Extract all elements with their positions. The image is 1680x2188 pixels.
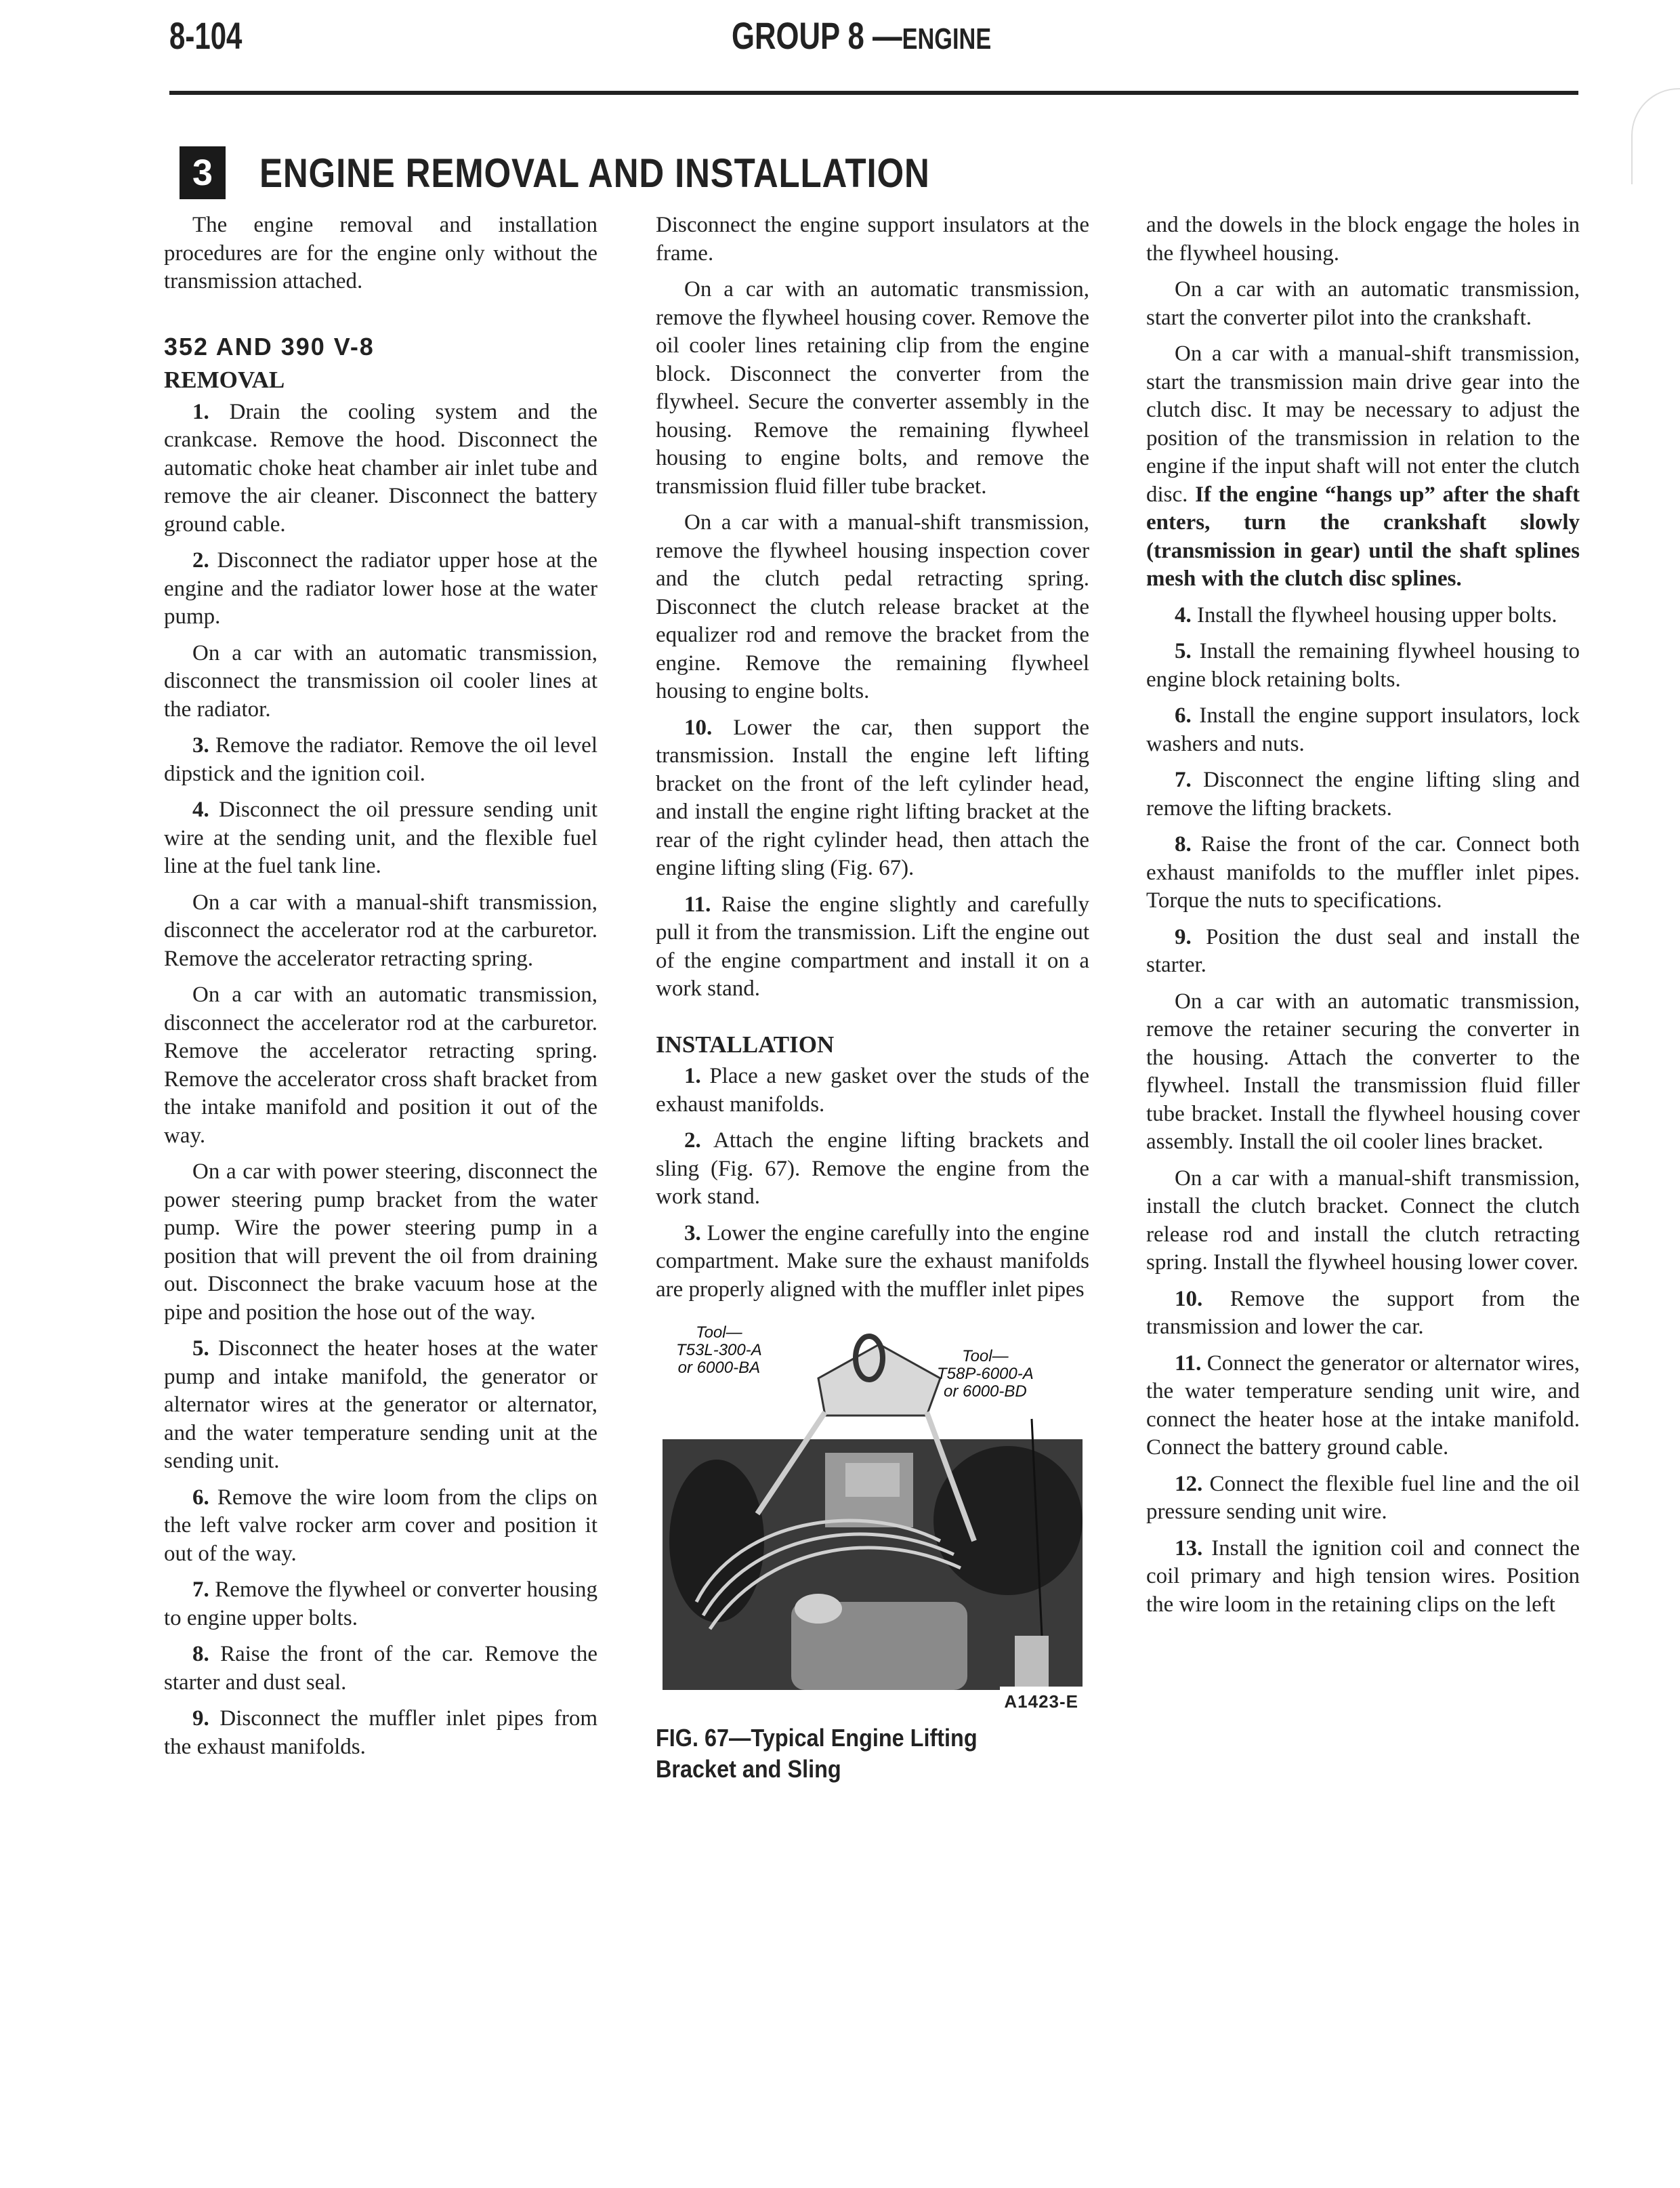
step-warning-text: If the engine “hangs up” after the shaft enters, turn the crankshaft slowly (transmission in gear) until the shaft splines mesh with the clutch disc splines. xyxy=(1146,482,1580,591)
step-text: Install the engine support insulators, lock washers and nuts. xyxy=(1146,703,1580,756)
tool-label: Tool— xyxy=(962,1347,1009,1365)
numbered-step xyxy=(164,547,597,632)
step-text: Disconnect the heater hoses at the water pump and intake manifold, the generator or alternator wires at the generator or alternator, and the water temperature sending unit at the sending unit. xyxy=(164,1336,597,1473)
removal-steps-col1 xyxy=(164,398,597,1762)
step-paragraph xyxy=(1146,988,1580,1157)
step-paragraph xyxy=(1146,340,1580,594)
step-text: Install the remaining flywheel housing to engine block retaining bolts. xyxy=(1146,639,1580,692)
step-text: Disconnect the engine support insulators at the frame. xyxy=(656,213,1089,266)
numbered-step xyxy=(656,714,1089,883)
numbered-step xyxy=(164,1705,597,1761)
step-number: 5. xyxy=(1175,639,1192,663)
step-number: 9. xyxy=(1175,924,1192,949)
step-paragraph xyxy=(164,640,597,724)
step-text: On a car with an automatic transmission, start the converter pilot into the crankshaft. xyxy=(1146,277,1580,330)
installation-steps-col2 xyxy=(656,1062,1089,1304)
step-number: 9. xyxy=(192,1706,209,1731)
numbered-step xyxy=(1146,766,1580,823)
step-text: Remove the support from the transmission and lower the car. xyxy=(1146,1286,1580,1339)
filler-cap-shape xyxy=(795,1594,842,1624)
step-text: On a car with a manual-shift transmission, install the clutch bracket. Connect the clutch release rod and install the clutch retracting spring. Install the flywheel housing lower cover. xyxy=(1146,1165,1580,1275)
figure-label-right xyxy=(937,1348,1034,1401)
right-valve-cover-shape xyxy=(933,1446,1083,1595)
step-text: Remove the flywheel or converter housing to engine upper bolts. xyxy=(164,1577,597,1630)
numbered-step xyxy=(656,1220,1089,1304)
numbered-step xyxy=(1146,1350,1580,1462)
step-text: Attach the engine lifting brackets and sling (Fig. 67). Remove the engine from the work stand. xyxy=(656,1128,1089,1209)
step-text: On a car with an automatic transmission, disconnect the transmission oil cooler lines at the radiator. xyxy=(164,640,597,722)
step-paragraph xyxy=(164,981,597,1150)
step-paragraph xyxy=(164,889,597,974)
step-paragraph xyxy=(656,509,1089,706)
step-text: Remove the radiator. Remove the oil level dipstick and the ignition coil. xyxy=(164,733,597,786)
scan-artifact xyxy=(1631,88,1680,184)
step-text: On a car with a manual-shift transmission, start the transmission main drive gear into the clutch disc. It may be necessary to adjust the position of the transmission in relation to the engine if the input shaft will not enter the clutch disc. xyxy=(1146,342,1580,507)
step-text: On a car with an automatic transmission, disconnect the accelerator rod at the carburetor. Remove the accelerator retracting spring. Remove the accelerator cross shaft bracket from the intake manifold and position it out of the way. xyxy=(164,983,597,1148)
tool-number: T58P-6000-A xyxy=(937,1365,1034,1383)
numbered-step xyxy=(1146,924,1580,980)
step-number: 1. xyxy=(192,399,209,424)
step-number: 4. xyxy=(1175,602,1192,627)
step-number: 4. xyxy=(192,798,209,822)
step-number: 6. xyxy=(1175,703,1192,728)
numbered-step xyxy=(656,1127,1089,1212)
numbered-step xyxy=(1146,702,1580,758)
step-text: Position the dust seal and install the starter. xyxy=(1146,924,1580,977)
numbered-step xyxy=(164,398,597,539)
step-text: On a car with an automatic transmission, remove the retainer securing the converter in the housing. Attach the converter to the flywheel. Install the transmission fluid filler tube bracket. Install the flywheel housing cover assembly. Install the oil cooler lines bracket. xyxy=(1146,989,1580,1154)
group-title xyxy=(732,14,991,58)
figure-code: A1423-E xyxy=(1000,1687,1083,1718)
step-number: 8. xyxy=(1175,832,1192,856)
step-number: 7. xyxy=(192,1577,209,1602)
group-title-main: GROUP 8 xyxy=(732,14,864,57)
step-text: Lower the engine carefully into the engine compartment. Make sure the exhaust manifolds are properly aligned with the muffler inlet pipes xyxy=(656,1220,1089,1302)
removal-heading: REMOVAL xyxy=(164,367,285,393)
numbered-step xyxy=(164,1576,597,1632)
numbered-step xyxy=(164,732,597,788)
step-text: Disconnect the oil pressure sending unit wire at the sending unit, and the flexible fuel line at the fuel tank line. xyxy=(164,798,597,878)
step-text: On a car with a manual-shift transmission, remove the flywheel housing inspection cover and the clutch pedal retracting spring. Disconnect the clutch release bracket at the equalizer rod and remove the bracket from the engine. Remove the remaining flywheel housing to engine bolts. xyxy=(656,510,1089,703)
column-1 xyxy=(164,211,597,1769)
step-number: 11. xyxy=(684,892,711,917)
numbered-step xyxy=(164,1640,597,1697)
tool-number: T53L-300-A xyxy=(676,1341,762,1359)
tool-alt-number: or 6000-BA xyxy=(677,1359,761,1377)
figure-caption xyxy=(656,1722,1095,1785)
page-number: 8-104 xyxy=(169,14,243,57)
figure-caption-line-1: FIG. 67—Typical Engine Lifting xyxy=(656,1724,978,1752)
step-number: 6. xyxy=(192,1485,209,1510)
removal-steps-col2 xyxy=(656,211,1089,1004)
step-text: On a car with a manual-shift transmission, disconnect the accelerator rod at the carburetor. Remove the accelerator retracting spring. xyxy=(164,890,597,971)
step-number: 3. xyxy=(192,733,209,758)
group-title-dash: — xyxy=(872,14,902,57)
step-text: and the dowels in the block engage the holes in the flywheel housing. xyxy=(1146,213,1580,266)
numbered-step xyxy=(1146,831,1580,915)
step-text: Remove the wire loom from the clips on the left valve rocker arm cover and position it out of the way. xyxy=(164,1485,597,1566)
installation-heading: INSTALLATION xyxy=(656,1031,835,1058)
step-number: 8. xyxy=(192,1642,209,1666)
figure-67 xyxy=(656,1317,1089,1717)
column-3 xyxy=(1146,211,1580,1627)
step-number: 2. xyxy=(684,1128,701,1153)
intro-paragraph: The engine removal and installation procedures are for the engine only without the transmission attached. xyxy=(164,213,597,293)
step-paragraph xyxy=(656,211,1089,268)
step-text: Install the ignition coil and connect the coil primary and high tension wires. Position the wire loom in the retaining clips on the left xyxy=(1146,1535,1580,1617)
step-number: 3. xyxy=(684,1220,701,1245)
step-number: 11. xyxy=(1175,1350,1202,1376)
right-bracket-shape xyxy=(1015,1636,1049,1690)
step-text: Drain the cooling system and the crankcase. Remove the hood. Disconnect the automatic choke heat chamber air inlet tube and remove the air cleaner. Disconnect the battery ground cable. xyxy=(164,399,597,537)
step-text: Disconnect the muffler inlet pipes from the exhaust manifolds. xyxy=(164,1706,597,1759)
step-text: Lower the car, then support the transmission. Install the engine left lifting bracket on the front of the left cylinder head, and install the engine right lifting bracket at the rear of the right cylinder head, then attach the engine lifting sling (Fig. 67). xyxy=(656,715,1089,880)
numbered-step xyxy=(164,1335,597,1476)
step-text: Raise the engine slightly and carefully pull it from the transmission. Lift the engine out of the engine compartment and install it on a work stand. xyxy=(656,892,1089,1001)
step-text: Connect the generator or alternator wires, the water temperature sending unit wire, and connect the heater hose at the intake manifold. Connect the battery ground cable. xyxy=(1146,1350,1580,1460)
step-paragraph xyxy=(164,1158,597,1327)
step-text: On a car with power steering, disconnect the power steering pump bracket from the water pump. Wire the power steering pump in a position that will prevent the oil from draining out. Disconnect the brake vacuum hose at the pipe and position the hose out of the way. xyxy=(164,1159,597,1325)
step-number: 12. xyxy=(1175,1471,1203,1496)
step-paragraph xyxy=(1146,1165,1580,1277)
figure-label-left xyxy=(676,1324,762,1377)
subsection-heading: 352 AND 390 V-8 xyxy=(164,332,375,360)
numbered-step xyxy=(656,1062,1089,1119)
figure-caption-line-2: Bracket and Sling xyxy=(656,1755,841,1783)
step-text: Raise the front of the car. Connect both exhaust manifolds to the muffler inlet pipes. Torque the nuts to specifications. xyxy=(1146,832,1580,913)
numbered-step xyxy=(164,796,597,881)
numbered-step xyxy=(1146,1470,1580,1527)
section-title xyxy=(180,146,1048,200)
section-heading: ENGINE REMOVAL AND INSTALLATION xyxy=(259,150,930,196)
step-paragraph xyxy=(656,276,1089,501)
step-number: 5. xyxy=(192,1336,209,1361)
step-number: 10. xyxy=(1175,1286,1203,1311)
numbered-step xyxy=(656,891,1089,1004)
page-header xyxy=(169,14,1578,95)
step-text: Place a new gasket over the studs of the exhaust manifolds. xyxy=(656,1064,1089,1117)
step-number: 10. xyxy=(684,715,713,740)
numbered-step xyxy=(1146,602,1580,630)
step-number: 2. xyxy=(192,548,209,573)
step-paragraph xyxy=(1146,211,1580,268)
numbered-step xyxy=(1146,1535,1580,1619)
step-text: Connect the flexible fuel line and the oil pressure sending unit wire. xyxy=(1146,1471,1580,1524)
installation-steps-col3 xyxy=(1146,211,1580,1619)
header-rule xyxy=(169,91,1578,95)
step-text: Raise the front of the car. Remove the starter and dust seal. xyxy=(164,1642,597,1695)
step-text: Disconnect the radiator upper hose at the engine and the radiator lower hose at the water pump. xyxy=(164,548,597,629)
numbered-step xyxy=(164,1484,597,1569)
tool-alt-number: or 6000-BD xyxy=(944,1382,1027,1401)
column-2 xyxy=(656,211,1089,1785)
numbered-step xyxy=(1146,638,1580,694)
tool-label: Tool— xyxy=(696,1323,742,1342)
step-number: 1. xyxy=(684,1064,701,1088)
section-number-badge: 3 xyxy=(180,146,226,199)
group-title-subtitle: ENGINE xyxy=(902,22,992,56)
step-text: Install the flywheel housing upper bolts. xyxy=(1191,602,1557,627)
step-number: 13. xyxy=(1175,1535,1203,1561)
step-number: 7. xyxy=(1175,768,1192,792)
step-text: On a car with an automatic transmission, remove the flywheel housing cover. Remove the oil cooler lines retaining clip from the engine block. Disconnect the converter from the flywheel. Secure the converter assembly in the housing. Remove the remaining flywheel housing to engine bolts, and remove the transmission fluid filler tube bracket. xyxy=(656,277,1089,499)
step-paragraph xyxy=(1146,276,1580,332)
numbered-step xyxy=(1146,1285,1580,1342)
step-text: Disconnect the engine lifting sling and remove the lifting brackets. xyxy=(1146,768,1580,821)
